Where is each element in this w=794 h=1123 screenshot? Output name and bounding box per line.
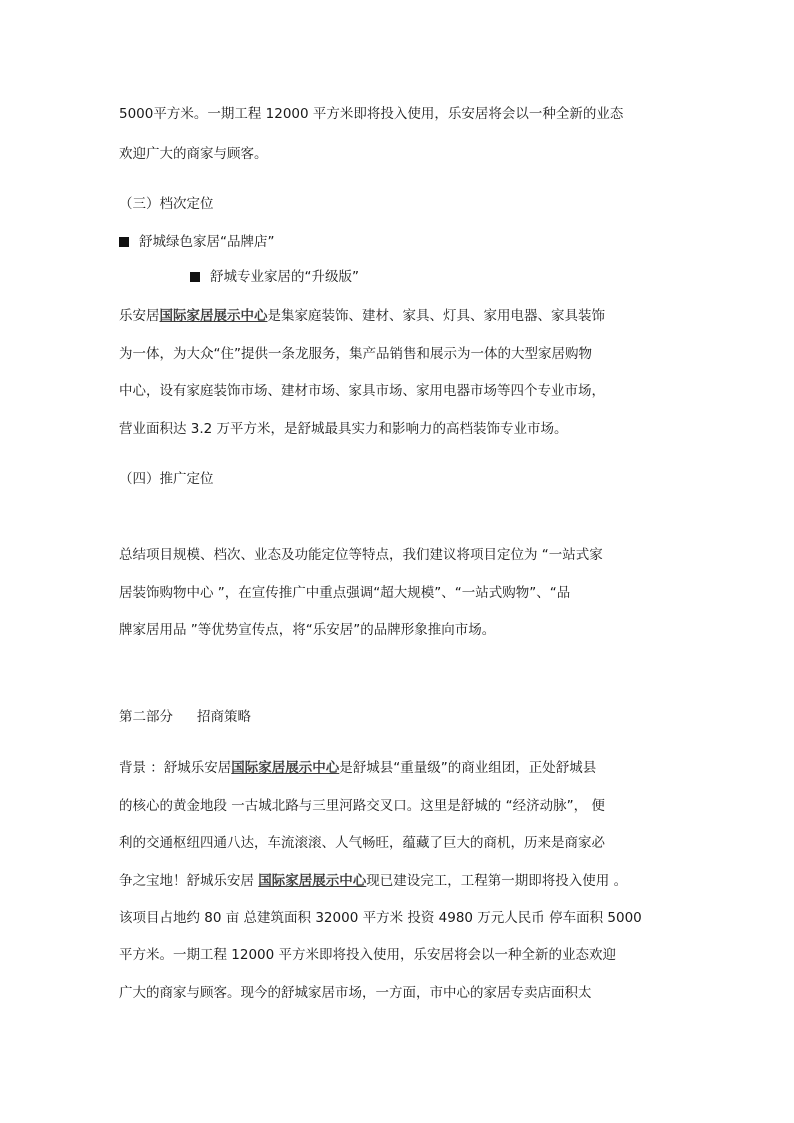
showroom-link[interactable]: 国际家居展示中心 (159, 308, 268, 324)
paragraph-line: 的核心的黄金地段 一古城北路与三里河路交叉口。这里是舒城的 “经济动脉”， 便 (119, 798, 605, 814)
text-run: 现已建设完工，工程第一期即将投入使用 。 (366, 873, 628, 889)
bullet-text: 舒城专业家居的“升级版” (210, 269, 359, 285)
text-run: 是集家庭装饰、建材、家具、灯具、家用电器、家具装饰 (267, 308, 605, 324)
paragraph-line: 利的交通枢纽四通八达，车流滚滚、人气畅旺，蕴藏了巨大的商机，历来是商家必 (119, 835, 605, 851)
section-heading: （四）推广定位 (119, 471, 214, 487)
part-title: 招商策略 (197, 709, 251, 725)
square-bullet-icon (190, 272, 200, 282)
paragraph-line: 营业面积达 3.2 万平方米，是舒城最具实力和影响力的高档装饰专业市场。 (119, 421, 568, 437)
showroom-link[interactable]: 国际家居展示中心 (231, 760, 340, 776)
square-bullet-icon (119, 237, 129, 247)
section-heading: （三）档次定位 (119, 196, 214, 212)
paragraph-line: 5000平方米。一期工程 12000 平方米即将投入使用，乐安居将会以一种全新的业态 (119, 106, 624, 122)
paragraph-line (119, 871, 627, 891)
paragraph-line: 平方米。一期工程 12000 平方米即将投入使用，乐安居将会以一种全新的业态欢迎 (119, 947, 617, 963)
paragraph-line: 中心，设有家庭装饰市场、建材市场、家具市场、家用电器市场等四个专业市场， (119, 383, 605, 399)
text-run: 乐安居 (119, 308, 160, 324)
paragraph-line (119, 306, 605, 326)
paragraph-line: 居装饰购物中心 ”，在宣传推广中重点强调“超大规模”、“一站式购物”、“品 (119, 585, 571, 601)
text-run: 是舒城县“重量级”的商业组团，正处舒城县 (339, 760, 597, 776)
paragraph-line: 该项目占地约 80 亩 总建筑面积 32000 平方米 投资 4980 万元人民币 停车面积 5000 (119, 910, 642, 926)
bullet-item (190, 267, 359, 287)
paragraph-line: 总结项目规模、档次、业态及功能定位等特点，我们建议将项目定位为 “一站式家 (119, 547, 603, 563)
paragraph-line: 为一体，为大众“住”提供一条龙服务，集产品销售和展示为一体的大型家居购物 (119, 346, 592, 362)
paragraph-line: 广大的商家与顾客。现今的舒城家居市场，一方面，市中心的家居专卖店面积太 (119, 985, 592, 1001)
paragraph-line (119, 758, 596, 778)
text-run: 争之宝地！舒城乐安居 (119, 873, 259, 889)
bullet-text: 舒城绿色家居“品牌店” (139, 234, 275, 250)
part-label: 第二部分 (119, 709, 173, 725)
showroom-link[interactable]: 国际家居展示中心 (258, 873, 367, 889)
text-run: 背景 ：舒城乐安居 (119, 760, 232, 776)
paragraph-line: 欢迎广大的商家与顾客。 (119, 146, 268, 162)
bullet-item (119, 232, 275, 252)
part-heading (119, 707, 251, 727)
paragraph-line: 牌家居用品 ”等优势宣传点，将“乐安居”的品牌形象推向市场。 (119, 622, 496, 638)
